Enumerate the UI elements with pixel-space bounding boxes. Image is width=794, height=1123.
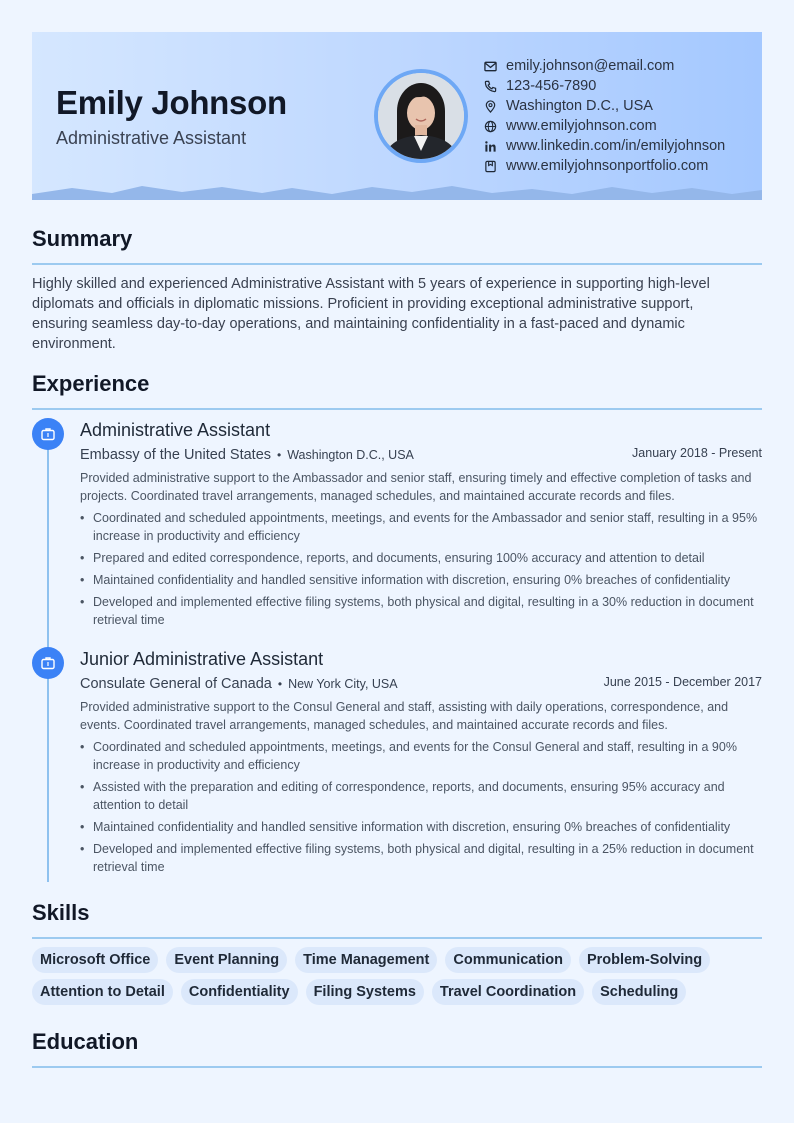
contact-phone-text: 123-456-7890: [506, 78, 597, 94]
skills-list: [32, 947, 762, 1005]
skill-chip: Microsoft Office: [32, 947, 158, 973]
job-entry: [80, 649, 762, 880]
job-organization: Embassy of the United States: [80, 447, 272, 463]
job-dot-1: [32, 418, 64, 450]
list-item: • Maintained confidentiality and handled sensitive information with discretion, ensuring 0% breaches of confidentiality: [80, 571, 762, 589]
skill-chip: Problem-Solving: [579, 947, 710, 973]
list-item: • Prepared and edited correspondence, reports, and documents, ensuring 100% accuracy and attention to detail: [80, 549, 762, 567]
meta-separator: •: [277, 677, 283, 691]
contact-linkedin[interactable]: [484, 136, 725, 156]
job-description: Provided administrative support to the Ambassador and senior staff, ensuring timely and effective completion of tasks and projects. Coordinated travel arrangements, managed schedules, and maintained accurate records and files.: [80, 471, 752, 503]
education-divider: [32, 1066, 762, 1068]
list-item: • Assisted with the preparation and editing of correspondence, reports, and documents, ensuring 95% accuracy and attention to detail: [80, 778, 762, 814]
job-dot-2: [32, 647, 64, 679]
briefcase-icon: [40, 426, 56, 442]
job-dates: January 2018 - Present: [632, 446, 762, 460]
list-item: • Developed and implemented effective filing systems, both physical and digital, resulting in a 25% reduction in document retrieval time: [80, 840, 762, 876]
candidate-name: Emily Johnson: [56, 84, 287, 121]
avatar: [374, 69, 468, 163]
skill-chip: Attention to Detail: [32, 979, 173, 1005]
contact-portfolio-text: www.emilyjohnsonportfolio.com: [506, 158, 709, 174]
job-entry: [80, 420, 762, 633]
experience-divider: [32, 408, 762, 410]
contact-email-text: emily.johnson@email.com: [506, 58, 675, 74]
resume-header: [32, 32, 762, 200]
job-meta: [80, 675, 762, 697]
experience-heading: Experience: [32, 371, 150, 396]
skill-chip: Event Planning: [166, 947, 287, 973]
contact-email[interactable]: [484, 56, 725, 76]
job-organization: Consulate General of Canada: [80, 676, 272, 692]
contact-website-text: www.emilyjohnson.com: [506, 118, 657, 134]
candidate-role: Administrative Assistant: [56, 128, 247, 148]
job-location: New York City, USA: [288, 677, 398, 691]
job-location: Washington D.C., USA: [287, 448, 414, 462]
summary-text: Highly skilled and experienced Administrative Assistant with 5 years of experience in supporting high-level diplomats and officials in diplomatic missions. Proficient in providing exceptional administrative support, ensuring seamless day-to-day operations, and maintaining confidentiality in a fast-paced and dynamic environment.: [32, 276, 710, 352]
skill-chip: Communication: [445, 947, 571, 973]
skills-divider: [32, 937, 762, 939]
skills-heading: Skills: [32, 900, 90, 925]
briefcase-icon: [40, 655, 56, 671]
contact-linkedin-text: www.linkedin.com/in/emilyjohnson: [506, 138, 726, 154]
job-bullets: [80, 509, 762, 629]
summary-divider: [32, 263, 762, 265]
list-item: • Coordinated and scheduled appointments, meetings, and events for the Ambassador and senior staff, resulting in a 95% increase in productivity and efficiency: [80, 509, 762, 545]
location-pin-icon: [484, 99, 506, 113]
job-bullets: [80, 738, 762, 876]
globe-icon: [484, 119, 506, 133]
job-title: Junior Administrative Assistant: [80, 649, 324, 669]
mail-icon: [484, 59, 506, 73]
job-meta: [80, 446, 762, 468]
skill-chip: Filing Systems: [306, 979, 424, 1005]
contact-location-text: Washington D.C., USA: [506, 98, 653, 114]
job-title: Administrative Assistant: [80, 420, 271, 440]
skill-chip: Time Management: [295, 947, 437, 973]
list-item: • Maintained confidentiality and handled sensitive information with discretion, ensuring 0% breaches of confidentiality: [80, 818, 762, 836]
contact-website[interactable]: [484, 116, 725, 136]
contact-phone[interactable]: [484, 76, 725, 96]
portfolio-icon: [484, 159, 506, 173]
contact-list: [484, 56, 725, 176]
phone-icon: [484, 79, 506, 93]
meta-separator: •: [277, 448, 282, 462]
contact-portfolio[interactable]: [484, 156, 725, 176]
list-item: • Developed and implemented effective filing systems, both physical and digital, resulting in a 30% reduction in document retrieval time: [80, 593, 762, 629]
skill-chip: Scheduling: [592, 979, 686, 1005]
linkedin-icon: [484, 139, 506, 153]
summary-heading: Summary: [32, 226, 133, 251]
list-item: • Coordinated and scheduled appointments, meetings, and events for the Consul General and staff, resulting in a 90% increase in productivity and efficiency: [80, 738, 762, 774]
education-heading: Education: [32, 1029, 139, 1054]
job-dates: June 2015 - December 2017: [603, 675, 762, 689]
skill-chip: Confidentiality: [181, 979, 298, 1005]
mountain-decoration: [32, 184, 762, 200]
skill-chip: Travel Coordination: [432, 979, 584, 1005]
contact-location: [484, 96, 725, 116]
job-description: Provided administrative support to the Consul General and staff, assisting with daily operations, correspondence, and events. Coordinated travel arrangements, managed schedules, and maintained accurate records and files.: [80, 700, 729, 732]
